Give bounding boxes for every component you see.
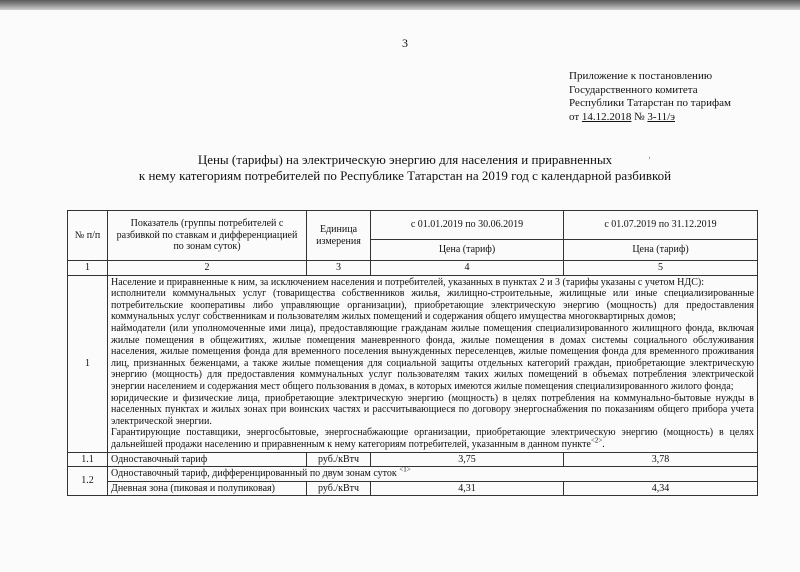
header-period-1: с 01.01.2019 по 30.06.2019: [371, 211, 564, 240]
description-para: юридические и физические лица, приобретающие электрическую энергию (мощность) в целях потребления на коммунально-бытовые нужды в населенных пунктах и жилых зонах при воинских частях и рассчитывающиеся по договору энергоснабжения по показаниям общего прибора учета электрической энергии.: [111, 392, 754, 427]
appendix-header: [569, 70, 794, 124]
document-title: [60, 152, 750, 184]
row-value-1: 4,31: [371, 481, 564, 496]
row-value-1: 3,75: [371, 452, 564, 467]
footnote-ref: <2>: [590, 436, 603, 445]
header-num: № п/п: [68, 211, 108, 261]
row-unit: руб./кВтч: [307, 481, 371, 496]
col-number: 5: [564, 261, 758, 276]
header-period-2: с 01.07.2019 по 31.12.2019: [564, 211, 758, 240]
description-para: исполнители коммунальных услуг (товарищества собственников жилья, жилищно-строительные, жилищные или иные специализированные потребительские кооперативы либо управляющие организации), приобретающие электрическую энергию (мощность) для предоставления коммунальных услуг собственникам и пользователям жилых помещений и содержания общего имущества многоквартирных домов;: [111, 288, 754, 323]
row-sub-label: Дневная зона (пиковая и полупиковая): [108, 481, 307, 496]
table-row: [68, 481, 758, 496]
row-value-2: 4,34: [564, 481, 758, 496]
appendix-line-2: Государственного комитета: [569, 83, 698, 96]
appendix-date: 14.12.2018: [581, 110, 632, 123]
row-unit: руб./кВтч: [307, 452, 371, 467]
row-num: 1.1: [68, 452, 108, 467]
col-number: 2: [108, 261, 307, 276]
header-indicator: Показатель (группы потребителей с разбивкой по ставкам и дифференциацией по зонам суток): [108, 211, 307, 261]
header-unit: Единица измерения: [307, 211, 371, 261]
description-text: Гарантирующие поставщики, энергосбытовые, энергоснабжающие организации, приобретающие электрическую энергию (мощность) в целях дальнейшей продажи населению и приравненным к нему категориям потребителей, указанным в данном пункте: [111, 427, 754, 450]
column-number-row: [68, 261, 758, 276]
appendix-date-line: [569, 111, 794, 125]
col-number: 3: [307, 261, 371, 276]
header-row: [68, 211, 758, 240]
table-row: [68, 467, 758, 482]
row-label: [108, 467, 758, 482]
appendix-number: 3-11/э: [647, 110, 675, 123]
description-para: Население и приравненные к ним, за исключением населения и потребителей, указанных в пунктах 2 и 3 (тарифы указаны с учетом НДС):: [111, 276, 704, 288]
row-description: [108, 275, 758, 452]
title-line-1: Цены (тарифы) на электрическую энергию для населения и приравненных: [197, 152, 613, 167]
row-value-2: 3,78: [564, 452, 758, 467]
table-row: [68, 452, 758, 467]
appendix-prefix: от: [569, 110, 582, 123]
header-price-2: Цена (тариф): [564, 240, 758, 261]
appendix-line-1: Приложение к постановлению: [569, 70, 713, 82]
description-end: .: [602, 438, 605, 450]
row-num: 1: [68, 275, 108, 452]
page-number: 3: [402, 36, 408, 50]
row-num: 1.2: [68, 467, 108, 496]
table-row: [68, 275, 758, 452]
title-line-2: к нему категориям потребителей по Республике Татарстан на 2019 год с календарной разбивкой: [138, 168, 672, 183]
col-number: 4: [371, 261, 564, 276]
row-label-text: Одноставочный тариф, дифференцированный по двум зонам суток: [111, 468, 397, 480]
header-price-1: Цена (тариф): [371, 240, 564, 261]
description-para: наймодатели (или уполномоченные ими лица), предоставляющие гражданам жилые помещения специализированного жилищного фонда, включая жилые помещения в общежитиях, жилые помещения маневренного фонда, жилые помещения в домах системы социального обслуживания населения, жилые помещения фонда для временного поселения вынужденных переселенцев, жилые помещения фонда для временного проживания лиц, признанных беженцами, а также жилые помещения для социальной защиты отдельных категорий граждан, приобретающие электрическую энергию (мощность) для предоставления коммунальных услуг пользователям таких жилых помещений в объемах потребления электрической энергии населением и содержания мест общего пользования в домах, в которых имеются жилые помещения специализированного жилого фонда;: [111, 322, 754, 392]
footnote-ref: <1>: [399, 465, 411, 474]
col-number: 1: [68, 261, 108, 276]
appendix-line-3: Республики Татарстан по тарифам: [569, 97, 731, 109]
row-label: Одноставочный тариф: [108, 452, 307, 467]
appendix-mid: №: [631, 110, 648, 123]
description-para: [111, 427, 754, 450]
tariff-table: [67, 210, 758, 496]
scan-mark: ‚: [648, 150, 651, 160]
